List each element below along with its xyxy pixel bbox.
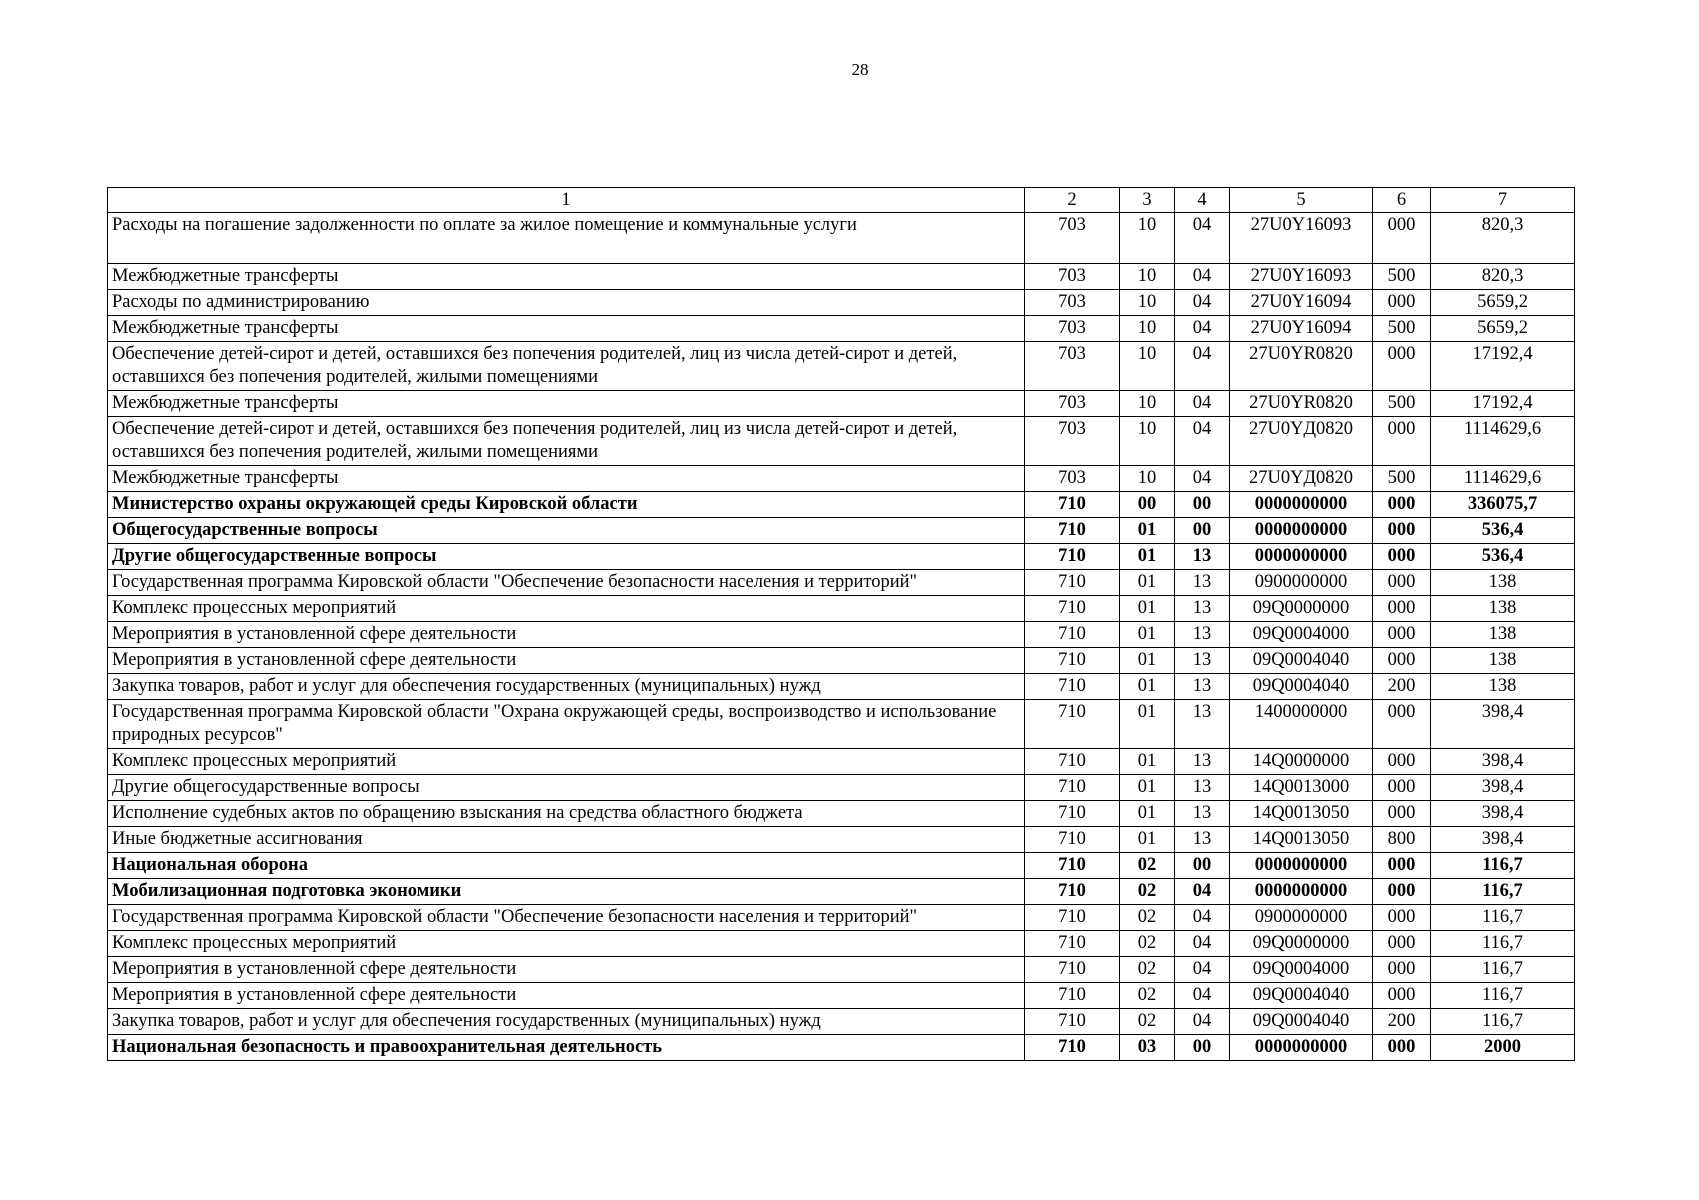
row-name-cell: Мероприятия в установленной сфере деятельности xyxy=(108,622,1025,648)
subsection-cell: 13 xyxy=(1175,622,1230,648)
ministry-code-cell: 710 xyxy=(1025,518,1120,544)
row-name-cell: Мероприятия в установленной сфере деятельности xyxy=(108,957,1025,983)
expense-type-cell: 000 xyxy=(1373,853,1431,879)
row-name-cell: Государственная программа Кировской области "Обеспечение безопасности населения и территорий" xyxy=(108,905,1025,931)
subsection-cell: 04 xyxy=(1175,905,1230,931)
table-row xyxy=(108,264,1575,290)
amount-cell: 17192,4 xyxy=(1431,391,1575,417)
table-row xyxy=(108,316,1575,342)
expense-type-cell: 000 xyxy=(1373,648,1431,674)
target-article-cell: 27U0Y16093 xyxy=(1230,264,1373,290)
table-row xyxy=(108,749,1575,775)
table-row xyxy=(108,879,1575,905)
row-name-cell: Межбюджетные трансферты xyxy=(108,264,1025,290)
target-article-cell: 27U0YR0820 xyxy=(1230,391,1373,417)
section-cell: 01 xyxy=(1120,648,1175,674)
section-cell: 01 xyxy=(1120,518,1175,544)
row-name-cell: Общегосударственные вопросы xyxy=(108,518,1025,544)
ministry-code-cell: 710 xyxy=(1025,749,1120,775)
row-name-cell: Обеспечение детей-сирот и детей, оставшихся без попечения родителей, лиц из числа детей-сирот и детей, оставшихся без попечения родителей, жилыми помещениями xyxy=(108,342,1025,391)
expense-type-cell: 000 xyxy=(1373,801,1431,827)
row-name-cell: Другие общегосударственные вопросы xyxy=(108,544,1025,570)
ministry-code-cell: 710 xyxy=(1025,775,1120,801)
row-name-cell: Комплекс процессных мероприятий xyxy=(108,931,1025,957)
expense-type-cell: 500 xyxy=(1373,316,1431,342)
expense-type-cell: 000 xyxy=(1373,342,1431,391)
target-article-cell: 09Q0004040 xyxy=(1230,1009,1373,1035)
subsection-cell: 00 xyxy=(1175,518,1230,544)
target-article-cell: 0000000000 xyxy=(1230,879,1373,905)
table-row xyxy=(108,1035,1575,1061)
ministry-code-cell: 710 xyxy=(1025,879,1120,905)
subsection-cell: 13 xyxy=(1175,749,1230,775)
expense-type-cell: 000 xyxy=(1373,775,1431,801)
section-cell: 02 xyxy=(1120,983,1175,1009)
expense-type-cell: 000 xyxy=(1373,1035,1431,1061)
table-row xyxy=(108,827,1575,853)
ministry-code-cell: 710 xyxy=(1025,492,1120,518)
row-name-cell: Межбюджетные трансферты xyxy=(108,391,1025,417)
subsection-cell: 13 xyxy=(1175,775,1230,801)
subsection-cell: 04 xyxy=(1175,983,1230,1009)
ministry-code-cell: 710 xyxy=(1025,622,1120,648)
section-cell: 10 xyxy=(1120,213,1175,264)
amount-cell: 138 xyxy=(1431,622,1575,648)
section-cell: 10 xyxy=(1120,391,1175,417)
section-cell: 01 xyxy=(1120,596,1175,622)
table-row xyxy=(108,342,1575,391)
table-header-row xyxy=(108,188,1575,213)
section-cell: 02 xyxy=(1120,853,1175,879)
amount-cell: 116,7 xyxy=(1431,957,1575,983)
expense-type-cell: 000 xyxy=(1373,417,1431,466)
expense-type-cell: 800 xyxy=(1373,827,1431,853)
row-name-cell: Расходы на погашение задолженности по оплате за жилое помещение и коммунальные услуги xyxy=(108,213,1025,264)
subsection-cell: 13 xyxy=(1175,570,1230,596)
section-cell: 01 xyxy=(1120,674,1175,700)
target-article-cell: 0000000000 xyxy=(1230,518,1373,544)
row-name-cell: Комплекс процессных мероприятий xyxy=(108,596,1025,622)
target-article-cell: 27U0YД0820 xyxy=(1230,466,1373,492)
section-cell: 01 xyxy=(1120,827,1175,853)
table-row xyxy=(108,391,1575,417)
ministry-code-cell: 710 xyxy=(1025,801,1120,827)
row-name-cell: Государственная программа Кировской области "Охрана окружающей среды, воспроизводство и использование природных ресурсов" xyxy=(108,700,1025,749)
header-col-5: 5 xyxy=(1230,188,1373,213)
expense-type-cell: 200 xyxy=(1373,1009,1431,1035)
target-article-cell: 0000000000 xyxy=(1230,492,1373,518)
subsection-cell: 04 xyxy=(1175,1009,1230,1035)
header-col-2: 2 xyxy=(1025,188,1120,213)
subsection-cell: 04 xyxy=(1175,417,1230,466)
amount-cell: 116,7 xyxy=(1431,931,1575,957)
subsection-cell: 13 xyxy=(1175,674,1230,700)
row-name-cell: Мероприятия в установленной сфере деятельности xyxy=(108,648,1025,674)
table-row xyxy=(108,1009,1575,1035)
ministry-code-cell: 703 xyxy=(1025,466,1120,492)
row-name-cell: Закупка товаров, работ и услуг для обеспечения государственных (муниципальных) нужд xyxy=(108,1009,1025,1035)
expense-type-cell: 500 xyxy=(1373,264,1431,290)
subsection-cell: 04 xyxy=(1175,290,1230,316)
row-name-cell: Закупка товаров, работ и услуг для обеспечения государственных (муниципальных) нужд xyxy=(108,674,1025,700)
subsection-cell: 13 xyxy=(1175,596,1230,622)
subsection-cell: 04 xyxy=(1175,213,1230,264)
expense-type-cell: 500 xyxy=(1373,391,1431,417)
target-article-cell: 0000000000 xyxy=(1230,544,1373,570)
amount-cell: 138 xyxy=(1431,596,1575,622)
expense-type-cell: 000 xyxy=(1373,879,1431,905)
section-cell: 02 xyxy=(1120,931,1175,957)
expense-type-cell: 000 xyxy=(1373,544,1431,570)
ministry-code-cell: 710 xyxy=(1025,648,1120,674)
table-row xyxy=(108,213,1575,264)
target-article-cell: 09Q0000000 xyxy=(1230,596,1373,622)
target-article-cell: 09Q0004040 xyxy=(1230,983,1373,1009)
header-col-4: 4 xyxy=(1175,188,1230,213)
target-article-cell: 27U0YR0820 xyxy=(1230,342,1373,391)
expense-type-cell: 000 xyxy=(1373,931,1431,957)
section-cell: 01 xyxy=(1120,622,1175,648)
amount-cell: 398,4 xyxy=(1431,700,1575,749)
section-cell: 02 xyxy=(1120,1009,1175,1035)
table-row xyxy=(108,622,1575,648)
ministry-code-cell: 710 xyxy=(1025,905,1120,931)
subsection-cell: 04 xyxy=(1175,342,1230,391)
ministry-code-cell: 703 xyxy=(1025,417,1120,466)
subsection-cell: 13 xyxy=(1175,544,1230,570)
table-row xyxy=(108,570,1575,596)
target-article-cell: 09Q0004040 xyxy=(1230,674,1373,700)
row-name-cell: Межбюджетные трансферты xyxy=(108,316,1025,342)
table-row xyxy=(108,853,1575,879)
target-article-cell: 09Q0004000 xyxy=(1230,957,1373,983)
subsection-cell: 00 xyxy=(1175,492,1230,518)
amount-cell: 17192,4 xyxy=(1431,342,1575,391)
table-row xyxy=(108,801,1575,827)
subsection-cell: 04 xyxy=(1175,879,1230,905)
expense-type-cell: 000 xyxy=(1373,983,1431,1009)
subsection-cell: 04 xyxy=(1175,391,1230,417)
table-row xyxy=(108,544,1575,570)
subsection-cell: 04 xyxy=(1175,931,1230,957)
section-cell: 01 xyxy=(1120,700,1175,749)
subsection-cell: 04 xyxy=(1175,316,1230,342)
table-row xyxy=(108,596,1575,622)
amount-cell: 116,7 xyxy=(1431,983,1575,1009)
ministry-code-cell: 710 xyxy=(1025,674,1120,700)
row-name-cell: Комплекс процессных мероприятий xyxy=(108,749,1025,775)
amount-cell: 336075,7 xyxy=(1431,492,1575,518)
section-cell: 00 xyxy=(1120,492,1175,518)
page-number: 28 xyxy=(851,60,869,79)
amount-cell: 536,4 xyxy=(1431,518,1575,544)
subsection-cell: 13 xyxy=(1175,801,1230,827)
ministry-code-cell: 710 xyxy=(1025,1035,1120,1061)
amount-cell: 138 xyxy=(1431,674,1575,700)
row-name-cell: Мобилизационная подготовка экономики xyxy=(108,879,1025,905)
ministry-code-cell: 710 xyxy=(1025,1009,1120,1035)
section-cell: 10 xyxy=(1120,290,1175,316)
ministry-code-cell: 710 xyxy=(1025,570,1120,596)
expense-type-cell: 000 xyxy=(1373,213,1431,264)
ministry-code-cell: 703 xyxy=(1025,213,1120,264)
section-cell: 01 xyxy=(1120,801,1175,827)
row-name-cell: Мероприятия в установленной сфере деятельности xyxy=(108,983,1025,1009)
row-name-cell: Межбюджетные трансферты xyxy=(108,466,1025,492)
ministry-code-cell: 703 xyxy=(1025,342,1120,391)
table-row xyxy=(108,674,1575,700)
target-article-cell: 0900000000 xyxy=(1230,905,1373,931)
section-cell: 10 xyxy=(1120,264,1175,290)
expense-type-cell: 000 xyxy=(1373,290,1431,316)
subsection-cell: 00 xyxy=(1175,853,1230,879)
ministry-code-cell: 710 xyxy=(1025,983,1120,1009)
amount-cell: 5659,2 xyxy=(1431,316,1575,342)
ministry-code-cell: 703 xyxy=(1025,264,1120,290)
ministry-code-cell: 703 xyxy=(1025,391,1120,417)
row-name-cell: Национальная оборона xyxy=(108,853,1025,879)
section-cell: 02 xyxy=(1120,879,1175,905)
header-col-1: 1 xyxy=(108,188,1025,213)
subsection-cell: 00 xyxy=(1175,1035,1230,1061)
amount-cell: 138 xyxy=(1431,570,1575,596)
expense-type-cell: 000 xyxy=(1373,622,1431,648)
table-row xyxy=(108,518,1575,544)
table-row xyxy=(108,957,1575,983)
row-name-cell: Министерство охраны окружающей среды Кировской области xyxy=(108,492,1025,518)
subsection-cell: 13 xyxy=(1175,827,1230,853)
table-row xyxy=(108,492,1575,518)
amount-cell: 116,7 xyxy=(1431,905,1575,931)
header-col-7: 7 xyxy=(1431,188,1575,213)
subsection-cell: 13 xyxy=(1175,700,1230,749)
ministry-code-cell: 710 xyxy=(1025,957,1120,983)
section-cell: 10 xyxy=(1120,466,1175,492)
row-name-cell: Государственная программа Кировской области "Обеспечение безопасности населения и территорий" xyxy=(108,570,1025,596)
amount-cell: 5659,2 xyxy=(1431,290,1575,316)
expense-type-cell: 000 xyxy=(1373,492,1431,518)
section-cell: 01 xyxy=(1120,749,1175,775)
table-row xyxy=(108,648,1575,674)
subsection-cell: 13 xyxy=(1175,648,1230,674)
row-name-cell: Другие общегосударственные вопросы xyxy=(108,775,1025,801)
row-name-cell: Расходы по администрированию xyxy=(108,290,1025,316)
target-article-cell: 09Q0000000 xyxy=(1230,931,1373,957)
table-row xyxy=(108,417,1575,466)
expense-type-cell: 000 xyxy=(1373,749,1431,775)
section-cell: 02 xyxy=(1120,905,1175,931)
subsection-cell: 04 xyxy=(1175,264,1230,290)
target-article-cell: 14Q0013050 xyxy=(1230,827,1373,853)
expense-type-cell: 000 xyxy=(1373,596,1431,622)
table-row xyxy=(108,905,1575,931)
amount-cell: 1114629,6 xyxy=(1431,466,1575,492)
target-article-cell: 27U0Y16093 xyxy=(1230,213,1373,264)
expense-type-cell: 000 xyxy=(1373,570,1431,596)
row-name-cell: Исполнение судебных актов по обращению взыскания на средства областного бюджета xyxy=(108,801,1025,827)
amount-cell: 398,4 xyxy=(1431,827,1575,853)
subsection-cell: 04 xyxy=(1175,957,1230,983)
target-article-cell: 09Q0004040 xyxy=(1230,648,1373,674)
row-name-cell: Иные бюджетные ассигнования xyxy=(108,827,1025,853)
amount-cell: 820,3 xyxy=(1431,264,1575,290)
expense-type-cell: 500 xyxy=(1373,466,1431,492)
ministry-code-cell: 710 xyxy=(1025,827,1120,853)
row-name-cell: Национальная безопасность и правоохранительная деятельность xyxy=(108,1035,1025,1061)
target-article-cell: 14Q0013000 xyxy=(1230,775,1373,801)
ministry-code-cell: 710 xyxy=(1025,544,1120,570)
table-row xyxy=(108,290,1575,316)
section-cell: 01 xyxy=(1120,775,1175,801)
ministry-code-cell: 710 xyxy=(1025,596,1120,622)
ministry-code-cell: 703 xyxy=(1025,290,1120,316)
table-row xyxy=(108,700,1575,749)
table-row xyxy=(108,775,1575,801)
expense-type-cell: 200 xyxy=(1373,674,1431,700)
target-article-cell: 09Q0004000 xyxy=(1230,622,1373,648)
header-col-6: 6 xyxy=(1373,188,1431,213)
target-article-cell: 0900000000 xyxy=(1230,570,1373,596)
amount-cell: 116,7 xyxy=(1431,879,1575,905)
budget-table xyxy=(107,187,1575,1061)
section-cell: 01 xyxy=(1120,544,1175,570)
amount-cell: 398,4 xyxy=(1431,775,1575,801)
target-article-cell: 27U0YД0820 xyxy=(1230,417,1373,466)
table-row xyxy=(108,931,1575,957)
target-article-cell: 14Q0013050 xyxy=(1230,801,1373,827)
section-cell: 10 xyxy=(1120,342,1175,391)
ministry-code-cell: 710 xyxy=(1025,853,1120,879)
expense-type-cell: 000 xyxy=(1373,905,1431,931)
section-cell: 10 xyxy=(1120,316,1175,342)
target-article-cell: 0000000000 xyxy=(1230,853,1373,879)
subsection-cell: 04 xyxy=(1175,466,1230,492)
table-row xyxy=(108,983,1575,1009)
target-article-cell: 27U0Y16094 xyxy=(1230,290,1373,316)
amount-cell: 536,4 xyxy=(1431,544,1575,570)
table-row xyxy=(108,466,1575,492)
amount-cell: 820,3 xyxy=(1431,213,1575,264)
ministry-code-cell: 710 xyxy=(1025,700,1120,749)
section-cell: 02 xyxy=(1120,957,1175,983)
target-article-cell: 0000000000 xyxy=(1230,1035,1373,1061)
amount-cell: 1114629,6 xyxy=(1431,417,1575,466)
expense-type-cell: 000 xyxy=(1373,957,1431,983)
amount-cell: 138 xyxy=(1431,648,1575,674)
amount-cell: 398,4 xyxy=(1431,801,1575,827)
amount-cell: 116,7 xyxy=(1431,1009,1575,1035)
ministry-code-cell: 710 xyxy=(1025,931,1120,957)
amount-cell: 2000 xyxy=(1431,1035,1575,1061)
row-name-cell: Обеспечение детей-сирот и детей, оставшихся без попечения родителей, лиц из числа детей-сирот и детей, оставшихся без попечения родителей, жилыми помещениями xyxy=(108,417,1025,466)
expense-type-cell: 000 xyxy=(1373,700,1431,749)
ministry-code-cell: 703 xyxy=(1025,316,1120,342)
amount-cell: 116,7 xyxy=(1431,853,1575,879)
section-cell: 10 xyxy=(1120,417,1175,466)
expense-type-cell: 000 xyxy=(1373,518,1431,544)
section-cell: 03 xyxy=(1120,1035,1175,1061)
section-cell: 01 xyxy=(1120,570,1175,596)
amount-cell: 398,4 xyxy=(1431,749,1575,775)
target-article-cell: 14Q0000000 xyxy=(1230,749,1373,775)
target-article-cell: 1400000000 xyxy=(1230,700,1373,749)
header-col-3: 3 xyxy=(1120,188,1175,213)
target-article-cell: 27U0Y16094 xyxy=(1230,316,1373,342)
